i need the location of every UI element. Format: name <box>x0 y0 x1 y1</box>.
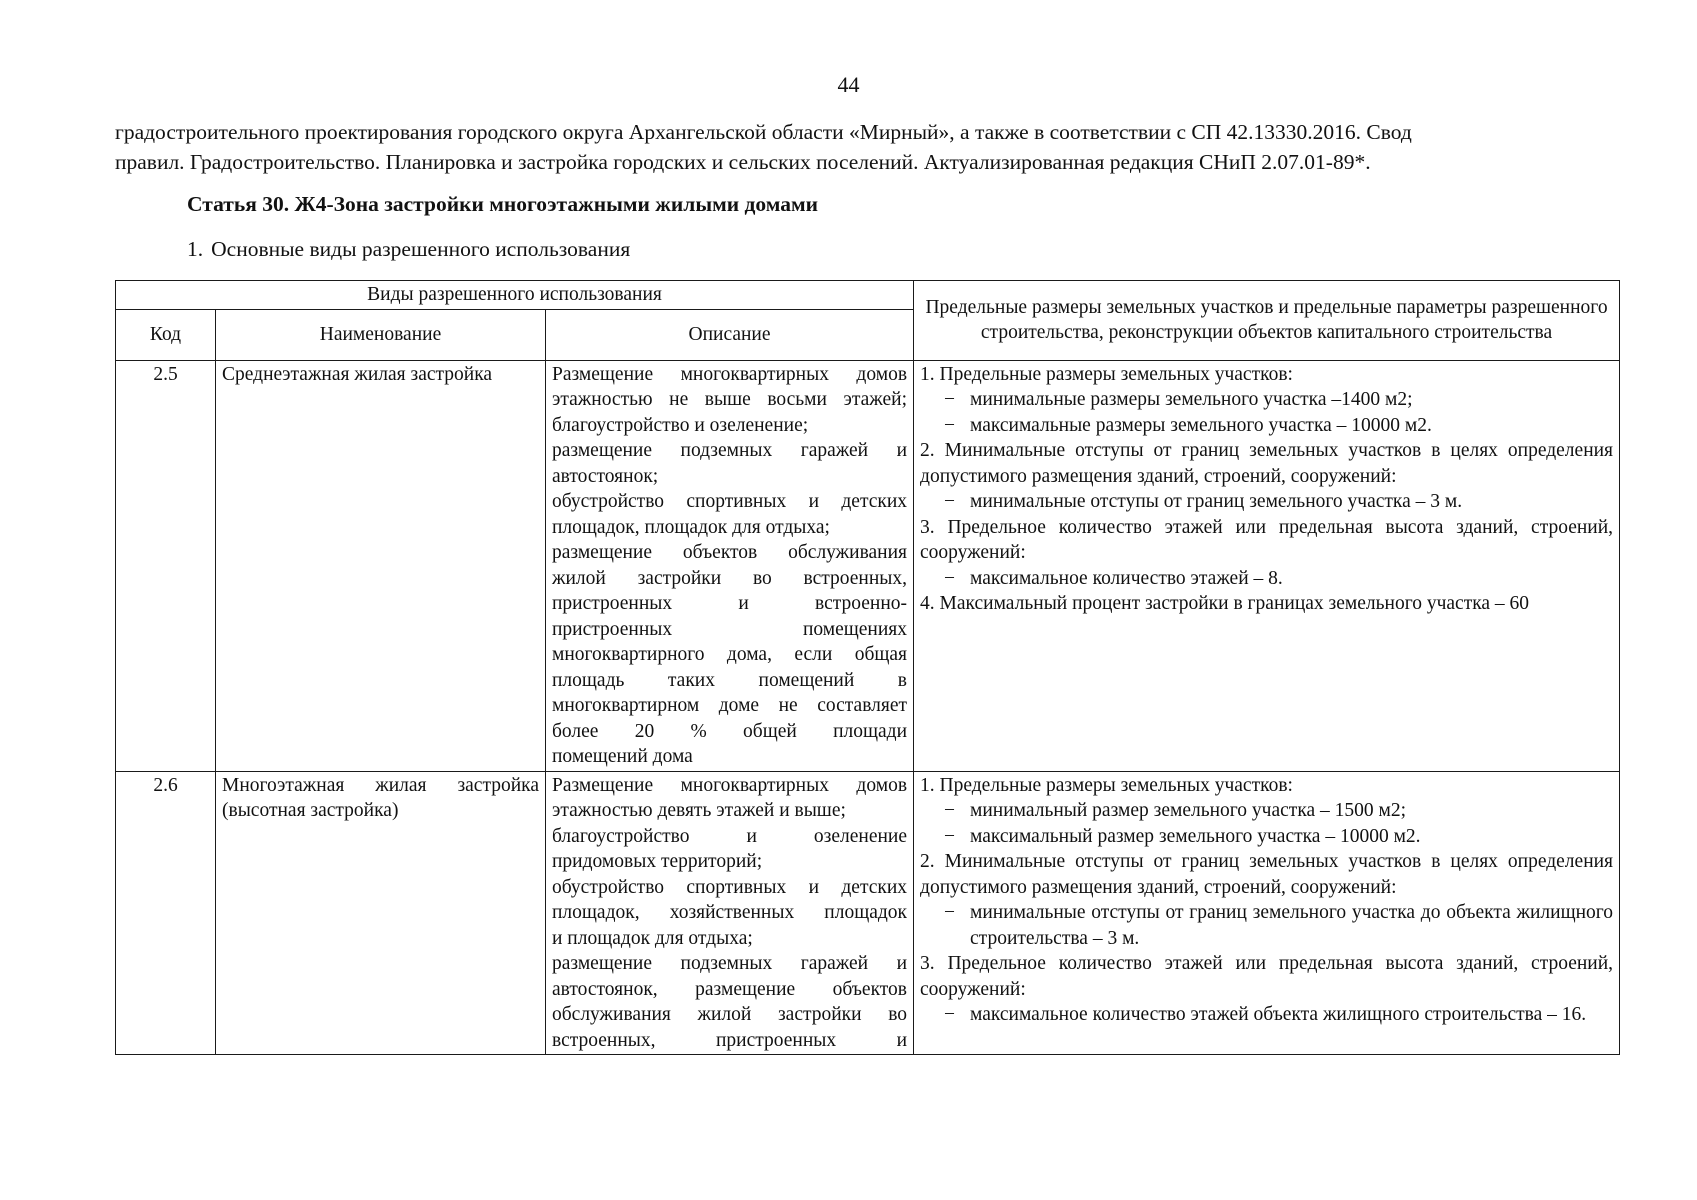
param-item: 1. Предельные размеры земельных участков: <box>920 363 1293 385</box>
table-row <box>116 771 1620 1055</box>
param-item: 1. Предельные размеры земельных участков: <box>920 774 1293 796</box>
param-subitem: − минимальные размеры земельного участка –1400 м2; <box>944 389 1413 410</box>
desc-line: автостоянок; <box>552 465 659 487</box>
header-code: Код <box>116 309 216 360</box>
desc-line: благоустройство и озеленение <box>552 825 908 847</box>
page-number: 44 <box>837 72 860 97</box>
desc-line: жилой застройки во встроенных, <box>552 567 908 589</box>
param-subitem: − максимальное количество этажей объекта жилищного строительства – 16. <box>944 1004 1587 1025</box>
param-subitem: − минимальные отступы от границ земельного участка – 3 м. <box>944 491 1463 512</box>
desc-line: обустройство спортивных и детских <box>552 491 908 512</box>
row-description <box>546 360 914 771</box>
row-name: Среднеэтажная жилая застройка <box>216 360 546 771</box>
header-group-uses: Виды разрешенного использования <box>116 281 914 310</box>
header-params: Предельные размеры земельных участков и предельные параметры разрешенного строительства, реконструкции объектов капитального строительства <box>914 281 1620 361</box>
param-subitem: − максимальный размер земельного участка – 10000 м2. <box>944 825 1421 847</box>
subsection-title: Основные виды разрешенного использования <box>211 237 631 261</box>
header-description: Описание <box>546 309 914 360</box>
permitted-uses-table <box>115 280 1620 1055</box>
row-name: Многоэтажная жилая застройка (высотная застройка) <box>216 771 546 1055</box>
desc-line: благоустройство и озеленение; <box>552 414 809 436</box>
desc-line: площадок, хозяйственных площадок <box>552 902 908 923</box>
subsection-number: 1. <box>187 237 204 261</box>
desc-line: Размещение многоквартирных домов <box>552 363 908 385</box>
row-params <box>914 360 1620 771</box>
desc-line: этажностью девять этажей и выше; <box>552 800 846 821</box>
article-title: Статья 30. Ж4-Зона застройки многоэтажными жилыми домами <box>187 192 819 216</box>
desc-line: пристроенных помещениях <box>552 618 908 640</box>
desc-line: обслуживания жилой застройки во <box>552 1004 908 1025</box>
desc-line: размещение подземных гаражей и <box>552 953 908 974</box>
desc-line: помещений дома <box>552 746 693 767</box>
desc-line: площадок, площадок для отдыха; <box>552 516 830 538</box>
desc-line: этажностью не выше восьми этажей; <box>552 389 908 410</box>
desc-line: Размещение многоквартирных домов <box>552 774 908 796</box>
row-params <box>914 771 1620 1055</box>
desc-line: многоквартирном доме не составляет <box>552 695 908 716</box>
param-subitem: − минимальные отступы от границ земельного участка до объекта жилищного строительства – 3 м. <box>944 902 1614 949</box>
param-subitem: − минимальный размер земельного участка – 1500 м2; <box>944 800 1407 821</box>
table-row <box>116 360 1620 771</box>
intro-line-1: градостроительного проектирования городского округа Архангельской области «Мирный», а также в соответствии с СП 42.13330.2016. Свод <box>115 120 1412 144</box>
desc-line: размещение объектов обслуживания <box>552 542 908 563</box>
desc-line: и площадок для отдыха; <box>552 927 753 949</box>
desc-line: многоквартирного дома, если общая <box>552 644 908 665</box>
param-item: 2. Минимальные отступы от границ земельных участков в целях определения допустимого размещения зданий, строений, сооружений: <box>920 851 1614 898</box>
table-header-row <box>116 281 1620 310</box>
row-description <box>546 771 914 1055</box>
desc-line: придомовых территорий; <box>552 851 763 872</box>
param-item: 2. Минимальные отступы от границ земельных участков в целях определения допустимого размещения зданий, строений, сооружений: <box>920 440 1614 487</box>
desc-line: площадь таких помещений в <box>552 669 908 691</box>
row-code: 2.6 <box>116 771 216 1055</box>
intro-paragraph <box>115 117 1625 177</box>
desc-line: встроенных, пристроенных и <box>552 1029 908 1051</box>
param-subitem: − максимальные размеры земельного участка – 10000 м2. <box>944 414 1432 436</box>
intro-line-2: правил. Градостроительство. Планировка и застройка городских и сельских поселений. Актуализированная редакция СНиП 2.07.01-89*. <box>115 150 1371 174</box>
desc-line: более 20 % общей площади <box>552 720 908 742</box>
subsection-heading <box>187 237 630 262</box>
header-name: Наименование <box>216 309 546 360</box>
desc-line: автостоянок, размещение объектов <box>552 978 908 1000</box>
desc-line: обустройство спортивных и детских <box>552 876 908 898</box>
row-code: 2.5 <box>116 360 216 771</box>
param-item: 3. Предельное количество этажей или предельная высота зданий, строений, сооружений: <box>920 516 1614 563</box>
param-subitem: − максимальное количество этажей – 8. <box>944 567 1283 589</box>
desc-line: пристроенных и встроенно- <box>552 593 908 614</box>
param-item: 4. Максимальный процент застройки в границах земельного участка – 60 <box>920 593 1530 614</box>
desc-line: размещение подземных гаражей и <box>552 440 908 461</box>
param-item: 3. Предельное количество этажей или предельная высота зданий, строений, сооружений: <box>920 953 1614 1000</box>
